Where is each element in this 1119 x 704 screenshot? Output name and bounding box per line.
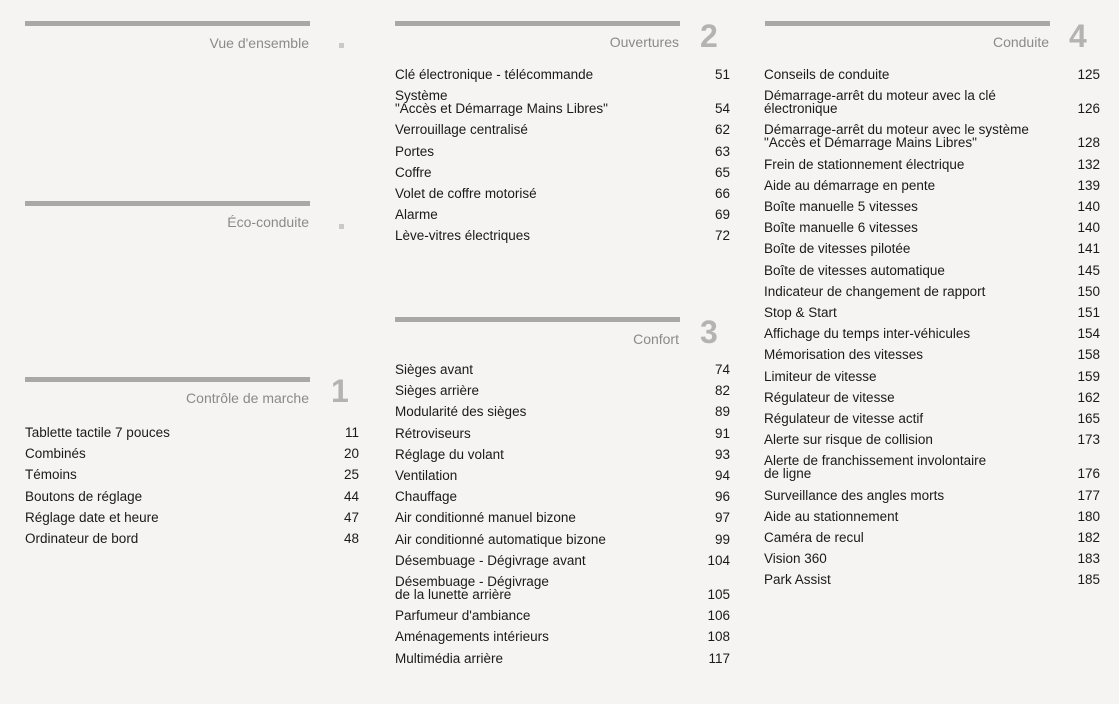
toc-entry[interactable] bbox=[764, 489, 1100, 502]
toc-entry-page: 176 bbox=[1077, 466, 1100, 482]
section-title-vue-ensemble[interactable]: Vue d'ensemble bbox=[209, 35, 309, 51]
toc-entry-page: 48 bbox=[343, 531, 359, 546]
toc-entry-label: Tablette tactile 7 pouces bbox=[25, 425, 170, 440]
toc-entry-page: 82 bbox=[714, 383, 730, 399]
section-divider bbox=[395, 317, 680, 322]
toc-entry[interactable] bbox=[395, 575, 730, 601]
toc-entry-label: Modularité des sièges bbox=[395, 404, 527, 420]
toc-entry-page: 104 bbox=[707, 552, 730, 568]
toc-entry-page: 51 bbox=[714, 67, 730, 82]
toc-entry-page: 183 bbox=[1077, 551, 1100, 567]
toc-entry-label: Sièges avant bbox=[395, 362, 474, 377]
toc-entry-label: Réglage date et heure bbox=[25, 509, 159, 525]
toc-entry-label: Rétroviseurs bbox=[395, 425, 471, 441]
toc-entry-label: Aide au stationnement bbox=[764, 508, 899, 524]
toc-entry[interactable] bbox=[395, 469, 730, 482]
toc-entry-label: Aide au démarrage en pente bbox=[764, 177, 936, 193]
toc-entry-label: Multimédia arrière bbox=[395, 650, 504, 666]
toc-entry-page: 63 bbox=[714, 143, 730, 159]
section-title-ouvertures[interactable]: Ouvertures bbox=[609, 34, 679, 50]
toc-entry-label: Limiteur de vitesse bbox=[764, 368, 877, 384]
toc-entry-label: Régulateur de vitesse actif bbox=[764, 411, 924, 426]
toc-entry-page: 65 bbox=[714, 164, 730, 180]
toc-entry[interactable] bbox=[764, 412, 1100, 425]
toc-entry-label: Sièges arrière bbox=[395, 383, 480, 399]
toc-entry-label: Boîte manuelle 5 vitesses bbox=[764, 199, 918, 214]
toc-entry-page: 154 bbox=[1077, 326, 1100, 342]
section-title-eco-conduite[interactable]: Éco-conduite bbox=[227, 214, 309, 230]
toc-entry-page: 99 bbox=[714, 531, 730, 547]
toc-entry-page: 140 bbox=[1077, 220, 1100, 236]
toc-entry-label: Ordinateur de bord bbox=[25, 531, 139, 546]
toc-entry[interactable] bbox=[395, 405, 730, 418]
toc-entry[interactable] bbox=[764, 531, 1100, 544]
toc-entry-label: Système "Accès et Démarrage Mains Libres" bbox=[395, 88, 608, 117]
toc-entry-page: 108 bbox=[707, 629, 730, 645]
toc-entry-label: Boîte de vitesses automatique bbox=[764, 262, 945, 278]
section-title-confort[interactable]: Confort bbox=[633, 331, 679, 347]
toc-entry-page: 106 bbox=[707, 608, 730, 624]
toc-entry[interactable] bbox=[25, 490, 359, 503]
toc-entry-label: Stop & Start bbox=[764, 305, 837, 320]
toc-entry-page: 128 bbox=[1077, 135, 1100, 151]
toc-entry[interactable] bbox=[395, 448, 730, 461]
toc-entry-page: 185 bbox=[1077, 572, 1100, 588]
toc-entry-page: 94 bbox=[714, 468, 730, 483]
toc-entry[interactable] bbox=[395, 511, 730, 524]
toc-entry-label: Combinés bbox=[25, 446, 86, 462]
toc-entry-page: 182 bbox=[1077, 530, 1100, 545]
toc-entry-label: Verrouillage centralisé bbox=[395, 122, 528, 138]
toc-entry-label: Indicateur de changement de rapport bbox=[764, 283, 986, 299]
toc-entry[interactable] bbox=[395, 187, 730, 200]
toc-entry[interactable] bbox=[395, 427, 730, 440]
toc-entry[interactable] bbox=[764, 123, 1100, 149]
section-number: 4 bbox=[1069, 18, 1087, 54]
toc-entry[interactable] bbox=[25, 447, 359, 460]
toc-entry-page: 158 bbox=[1077, 347, 1100, 363]
section-number: 3 bbox=[700, 314, 718, 350]
toc-entry-label: Démarrage-arrêt du moteur avec la clé électronique bbox=[764, 88, 996, 117]
toc-entry-label: Affichage du temps inter-véhicules bbox=[764, 326, 971, 342]
toc-entry-label: Mémorisation des vitesses bbox=[764, 347, 924, 363]
toc-entry[interactable] bbox=[764, 242, 1100, 255]
toc-entry[interactable] bbox=[764, 89, 1100, 115]
toc-entry-label: Alerte de franchissement involontaire de ligne bbox=[764, 453, 987, 482]
toc-entry-label: Surveillance des angles morts bbox=[764, 487, 945, 503]
toc-entry-page: 62 bbox=[714, 122, 730, 138]
toc-entry-page: 145 bbox=[1077, 262, 1100, 278]
toc-entry-page: 162 bbox=[1077, 389, 1100, 405]
toc-entry[interactable] bbox=[395, 229, 730, 242]
toc-entry[interactable] bbox=[764, 510, 1100, 523]
toc-entry[interactable] bbox=[25, 532, 359, 545]
toc-entry-page: 97 bbox=[714, 510, 730, 526]
toc-entry[interactable] bbox=[764, 348, 1100, 361]
toc-entry[interactable] bbox=[764, 158, 1100, 171]
toc-entry[interactable] bbox=[764, 306, 1100, 319]
toc-entry-label: Boîte manuelle 6 vitesses bbox=[764, 220, 918, 236]
toc-entry-page: 165 bbox=[1077, 411, 1100, 426]
toc-entry-label: Parfumeur d'ambiance bbox=[395, 608, 531, 624]
toc-entry-label: Air conditionné manuel bizone bbox=[395, 510, 576, 526]
section-marker bbox=[339, 43, 344, 48]
toc-entry-page: 11 bbox=[344, 425, 359, 440]
toc-entry-label: Régulateur de vitesse bbox=[764, 389, 895, 405]
section-title-controle-de-marche[interactable]: Contrôle de marche bbox=[186, 390, 309, 406]
toc-entry[interactable] bbox=[764, 552, 1100, 565]
toc-entry[interactable] bbox=[395, 652, 730, 665]
toc-entry[interactable] bbox=[764, 433, 1100, 446]
toc-entry-page: 25 bbox=[343, 467, 359, 483]
toc-entry-label: Lève-vitres électriques bbox=[395, 228, 531, 244]
toc-entry-label: Ventilation bbox=[395, 468, 458, 483]
toc-entry[interactable] bbox=[395, 145, 730, 158]
toc-entry-page: 93 bbox=[714, 446, 730, 462]
toc-entry[interactable] bbox=[395, 68, 730, 81]
toc-entry[interactable] bbox=[395, 609, 730, 622]
toc-entry-page: 151 bbox=[1077, 305, 1100, 320]
toc-entry-label: Vision 360 bbox=[764, 551, 827, 567]
toc-entry-label: Alerte sur risque de collision bbox=[764, 432, 933, 448]
toc-entry[interactable] bbox=[764, 370, 1100, 383]
toc-entry[interactable] bbox=[395, 363, 730, 376]
toc-entry-page: 69 bbox=[714, 207, 730, 223]
toc-entry-page: 54 bbox=[714, 101, 730, 117]
toc-entry-page: 66 bbox=[714, 186, 730, 201]
toc-entry-page: 89 bbox=[714, 404, 730, 420]
toc-entry-label: Volet de coffre motorisé bbox=[395, 186, 537, 201]
toc-entry-page: 44 bbox=[343, 488, 359, 504]
toc-entry[interactable] bbox=[764, 68, 1100, 81]
toc-entry[interactable] bbox=[764, 454, 1100, 480]
toc-entry-page: 74 bbox=[714, 362, 730, 377]
toc-entry-label: Air conditionné automatique bizone bbox=[395, 531, 606, 547]
toc-entry-label: Alarme bbox=[395, 207, 438, 223]
toc-entry-page: 173 bbox=[1077, 432, 1100, 448]
toc-entry[interactable] bbox=[395, 630, 730, 643]
toc-entry-page: 125 bbox=[1077, 67, 1100, 82]
toc-entry-label: Désembuage - Dégivrage avant bbox=[395, 552, 586, 568]
toc-entry[interactable] bbox=[395, 89, 730, 115]
toc-entry-page: 132 bbox=[1077, 156, 1100, 172]
toc-entry-page: 141 bbox=[1077, 241, 1100, 257]
toc-entry-label: Désembuage - Dégivrage de la lunette arrière bbox=[395, 574, 549, 602]
toc-entry[interactable] bbox=[395, 554, 730, 567]
section-marker bbox=[339, 224, 344, 229]
toc-entry[interactable] bbox=[395, 490, 730, 503]
toc-entry-label: Réglage du volant bbox=[395, 446, 504, 462]
toc-entry[interactable] bbox=[764, 221, 1100, 234]
toc-entry[interactable] bbox=[764, 200, 1100, 213]
toc-entry-label: Boîte de vitesses pilotée bbox=[764, 241, 911, 257]
toc-entry-label: Frein de stationnement électrique bbox=[764, 156, 965, 172]
toc-entry[interactable] bbox=[25, 468, 359, 481]
toc-entry[interactable] bbox=[395, 123, 730, 136]
toc-entry[interactable] bbox=[395, 384, 730, 397]
toc-entry-page: 20 bbox=[343, 446, 359, 462]
section-divider bbox=[395, 21, 680, 26]
toc-entry-label: Park Assist bbox=[764, 572, 831, 588]
toc-entry-page: 47 bbox=[343, 509, 359, 525]
toc-entry-label: Boutons de réglage bbox=[25, 488, 143, 504]
toc-entry-label: Chauffage bbox=[395, 489, 458, 505]
toc-entry-label: Caméra de recul bbox=[764, 530, 864, 545]
toc-entry-page: 140 bbox=[1077, 199, 1100, 214]
section-divider bbox=[25, 377, 310, 382]
toc-entry[interactable] bbox=[25, 426, 359, 439]
toc-entry[interactable] bbox=[764, 573, 1100, 586]
toc-entry-label: Coffre bbox=[395, 164, 432, 180]
toc-entry[interactable] bbox=[764, 285, 1100, 298]
toc-entry-page: 159 bbox=[1077, 368, 1100, 384]
toc-entry-page: 126 bbox=[1077, 101, 1100, 117]
section-divider bbox=[765, 21, 1050, 26]
toc-entry-page: 96 bbox=[714, 489, 730, 505]
toc-entry-page: 72 bbox=[714, 228, 730, 244]
section-number: 2 bbox=[700, 18, 718, 54]
toc-entry[interactable] bbox=[395, 208, 730, 221]
toc-entry[interactable] bbox=[764, 179, 1100, 192]
toc-entry-label: Conseils de conduite bbox=[764, 67, 890, 82]
toc-entry-label: Témoins bbox=[25, 467, 77, 483]
toc-entry[interactable] bbox=[764, 327, 1100, 340]
toc-entry-page: 117 bbox=[708, 650, 730, 666]
toc-entry-label: Portes bbox=[395, 143, 435, 159]
section-divider bbox=[25, 21, 310, 26]
section-divider bbox=[25, 201, 310, 206]
toc-entry-label: Aménagements intérieurs bbox=[395, 629, 549, 645]
toc-entry[interactable] bbox=[395, 166, 730, 179]
toc-entry-label: Clé électronique - télécommande bbox=[395, 67, 594, 82]
toc-entry-page: 177 bbox=[1077, 487, 1100, 503]
toc-entry[interactable] bbox=[764, 264, 1100, 277]
toc-entry-page: 105 bbox=[707, 587, 730, 602]
toc-entry-page: 180 bbox=[1077, 508, 1100, 524]
toc-entry[interactable] bbox=[764, 391, 1100, 404]
section-title-conduite[interactable]: Conduite bbox=[992, 34, 1049, 50]
section-number: 1 bbox=[331, 373, 349, 409]
toc-entry-page: 139 bbox=[1077, 177, 1100, 193]
toc-entry[interactable] bbox=[395, 533, 730, 546]
toc-entry-page: 91 bbox=[714, 425, 730, 441]
toc-entry[interactable] bbox=[25, 511, 359, 524]
toc-entry-label: Démarrage-arrêt du moteur avec le système "Accès et Démarrage Mains Libres" bbox=[764, 122, 1029, 151]
toc-entry-page: 150 bbox=[1077, 283, 1100, 299]
